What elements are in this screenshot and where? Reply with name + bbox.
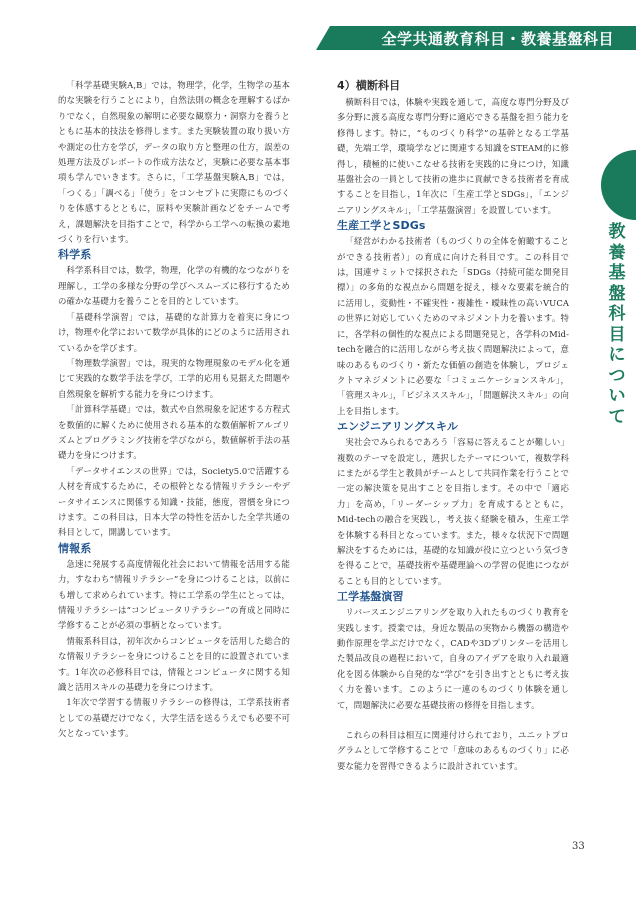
info-paragraph: 急速に発展する高度情報化社会において情報を活用する能力，すなわち“情報リテラシー”を身につけることは，以前にも増して求められています。特に工学系の学生にとっては，情報リテラシーは“コンピュータリテラシー”の育成と同時に学修することが必須の事柄となっています。: [58, 558, 290, 631]
intro-paragraph: 「科学基礎実験A,B」では，物理学，化学，生物学の基本的な実験を行うことにより，自然法則の概念を理解するばかりでなく，自然現象の解明に必要な観察力・洞察力を養うとともに基本的技法を修得します。また実験装置の取り扱い方や測定の仕方を学び，データの取り方と整理の仕方，誤差の処理方法及びレポートの作成方法など，実験に必要な基本事項も学んでいきます。さらに，「工学基盤実験A,B」では，「つくる」「調べる」「使う」をコンセプトに実際にものづくりを体感するとともに，原料や実験計画などをチームで考え，課題解決を目指すことで，科学から工学への転換の素地づくりを行います。: [58, 80, 290, 245]
science-paragraph: 科学系科目では，数学，物理，化学の有機的なつながりを理解し，工学の多様な分野の学びへスムーズに移行するための確かな基礎力を養うことを目的としています。: [58, 265, 290, 307]
spacer: [337, 713, 569, 728]
left-column: [58, 78, 290, 742]
science-paragraph: 「データサイエンスの世界」では，Society5.0で活躍する人材を育成するために，その根幹となる情報リテラシーやデータサイエンスに関係する知識・技能，態度，習慣を身につけます。この科目は，日本大学の特性を活かした全学共通の科目として，開講しています。: [58, 465, 290, 538]
page-header: [0, 0, 636, 60]
science-paragraph: 「基礎科学演習」では，基礎的な計算力を着実に身につけ，物理や化学において数学が具体的にどのように活用されているかを学びます。: [58, 311, 290, 353]
info-paragraph: 情報系科目は，初年次からコンピュータを活用した総合的な情報リテラシーを身につけることを目的に設置されています。1年次の必修科目では，情報とコンピュータに関する知識と活用スキルの基礎力を身につけます。: [58, 635, 290, 693]
info-heading: 情報系: [58, 541, 92, 555]
side-tab-circle: [601, 150, 636, 220]
subsection-heading: エンジニアリングスキル: [337, 420, 458, 434]
closing-paragraph: これらの科目は相互に関連付けられており，ユニットプログラムとして学修することで「意味のあるものづくり」に必要な能力を習得できるように設計されています。: [337, 730, 569, 771]
science-heading: 科学系: [58, 248, 92, 262]
page-number: 33: [572, 841, 585, 852]
side-label: 教養基盤科目について: [608, 222, 626, 427]
subsection-text: 「経営がわかる技術者（ものづくりの全体を俯瞰することができる技術者）」の育成に向けた科目です。この科目では，国連サミットで採択された「SDGs（持続可能な開発目標）」の多角的な視点から問題を捉え，様々な要素を統合的に活用し，変動性・不確実性・複雑性・曖昧性の高いVUCAの世界に対応していくためのマネジメント力を養います。特に，各学科の個性的な視点による問題発見と，各学科のMid-techを融合的に活用しながら考え抜く問題解決によって，意味のあるものづくり・新たな価値の創造を体験し，プロジェクトマネジメントに必要な「コミュニケーションスキル」，「管理スキル」，「ビジネススキル」，「問題解決スキル」の向上を目指します。: [337, 236, 569, 416]
info-paragraph: 1年次で学習する情報リテラシーの修得は，工学系技術者としての基礎だけでなく，大学生活を送るうえでも必要不可欠となっています。: [58, 697, 290, 739]
subsection-heading: 生産工学とSDGs: [337, 219, 426, 233]
subsection-text: リバースエンジニアリングを取り入れたものづくり教育を実践します。授業では，身近な製品の実物から機器の構造や動作原理を学ぶだけでなく，CADや3Dプリンターを活用した製品改良の過程において，自身のアイデアを取り入れ最適化を図る体験から自発的な“学び”を引き出すとともに考え抜く力を養います。このように一連のものづくり体験を通して，問題解決に必要な基礎技術の修得を目指します。: [337, 607, 569, 710]
section-heading: 4）横断科目: [337, 79, 401, 92]
right-column: [337, 78, 569, 774]
subsection-heading: 工学基盤演習: [337, 590, 404, 604]
section-intro: 横断科目では，体験や実践を通して，高度な専門分野及び多分野に渡る高度な専門分野に適応できる基盤を担う能力を修得します。特に，“ものづくり科学”の基幹となる工学基礎，先端工学，環境学などに関連する知識をSTEAM的に修得し，積極的に使いこなせる技術を実践的に身につけ，知識基盤社会の一員として技術の進歩に貢献できる技術者を育成することを目指し，1年次に「生産工学とSDGs」，「エンジニアリングスキル」，「工学基盤演習」を設置しています。: [337, 97, 569, 215]
subsection-text: 実社会でみられるであろう「容易に答えることが難しい」複数のテーマを設定し，選択したテーマについて，複数学科にまたがる学生と教員がチームとして共同作業を行うことで一定の解決策を見出すことを目指します。その中で「適応力」を高め，「リーダーシップ力」を育成するとともに，Mid-techの融合を実践し，考え抜く経験を積み，生産工学を体験する科目となっています。また，様々な状況下で問題解決をするためには，基礎的な知識が役に立つという気づきを得ることで，基礎技術や基礎理論への学習の促進につながることも目的としています。: [337, 437, 569, 586]
science-paragraph: 「物理数学演習」では，現実的な物理現象のモデル化を通じて実践的な数学手法を学び，工学的応用も見据えた問題や自然現象を解析する能力を身につけます。: [58, 357, 290, 399]
header-band: [330, 26, 636, 50]
science-paragraph: 「計算科学基礎」では，数式や自然現象を記述する方程式を数値的に解くために使用される基本的な数値解析アルゴリズムとプログラミング技術を学びながら，数値解析手法の基礎力を身につけます。: [58, 404, 290, 461]
header-title: 全学共通教育科目・教養基盤科目: [381, 30, 614, 48]
